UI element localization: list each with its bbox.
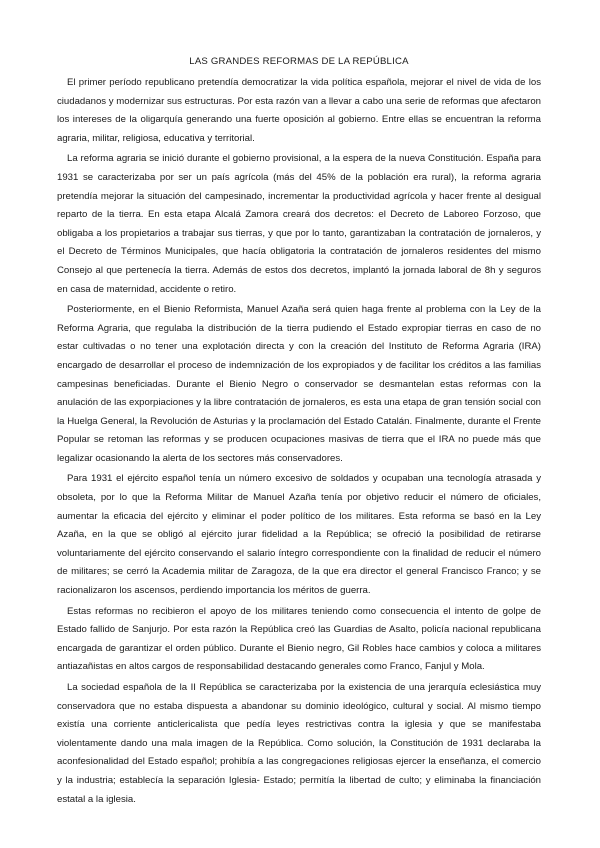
paragraph-agrarian-reform: La reforma agraria se inició durante el gobierno provisional, a la espera de la nueva Constitución. España para 1931 se caracterizaba por ser un país agrícola (más del 45% de la población era rural), la reforma agraria pretendía mejorar la situación del campesinado, incrementar la productividad agrícola y hacer frente al desigual reparto de la tierra. En esta etapa Alcalá Zamora creará dos decretos: el Decreto de Laboreo Forzoso, que obligaba a los propietarios a trabajar sus tierras, y que por lo tanto, garantizaban la contratación de jornaleros, y el Decreto de Términos Municipales, que hacía obligatoria la contratación de jornaleros residentes del mismo Consejo al que pertenecía la tierra. Además de estos dos decretos, implantó la jornada laboral de 8h y seguros en casa de maternidad, accidente o retiro. [57, 153, 541, 295]
paragraph-religious-reform: La sociedad española de la II República se caracterizaba por la existencia de una jerarquía eclesiástica muy conservadora que no estaba dispuesta a abandonar su dominio ideológico, cultural y social. Al mismo tiempo existía una corriente anticlericalista que pedía leyes restrictivas contra la iglesia y que se manifestaba violentamente dando una mala imagen de la República. Como solución, la Constitución de 1931 declaraba la aconfesionalidad del Estado español; prohibía a las congregaciones religiosas ejercer la enseñanza, el comercio y la industria; establecía la separación Iglesia- Estado; permitía la libertad de culto; y eliminaba la financiación estatal a la iglesia. [57, 682, 541, 805]
document-page [57, 56, 541, 811]
document-title: LAS GRANDES REFORMAS DE LA REPÚBLICA [189, 56, 409, 67]
paragraph-military-reform: Para 1931 el ejército español tenía un número excesivo de soldados y ocupaban una tecnología atrasada y obsoleta, por lo que la Reforma Militar de Manuel Azaña tenía por objetivo reducir el número de oficiales, aumentar la eficacia del ejército y eliminar el poder político de los militares. Esta reforma se basó en la Ley Azaña, en la que se obligó al ejército jurar fidelidad a la República; se ofreció la posibilidad de retirarse voluntariamente del ejército conservando el salario íntegro correspondiente con la finalidad de reducir el número de militares; se cerró la Academia militar de Zaragoza, de la que era director el general Francisco Franco; y se racionalizaron los ascensos, perdiendo importancia los méritos de guerra. [57, 473, 541, 597]
paragraph-agrarian-reform-law: Posteriormente, en el Bienio Reformista, Manuel Azaña será quien haga frente al problema con la Ley de la Reforma Agraria, que regulaba la distribución de la tierra pudiendo el Estado expropiar tierras en caso de no estar cultivadas o no tener una explotación directa y con la creación del Instituto de Reforma Agraria (IRA) encargado de desarrollar el proceso de indemnización de los expropiados y de facilitar los créditos a las familias campesinas beneficiadas. Durante el Bienio Negro o conservador se desmantelan estas reformas con la anulación de las exporpiaciones y la libre contratación de jornaleros, es esta una etapa de gran tensión social con la Huelga General, la Revolución de Asturias y la proclamación del Estado Catalán. Finalmente, durante el Frente Popular se retoman las reformas y se producen ocupaciones masivas de tierra que el IRA no puede más que legalizar ocasionando la alerta de los sectores más conservadores. [57, 304, 541, 464]
paragraph-military-reaction: Estas reformas no recibieron el apoyo de los militares teniendo como consecuencia el intento de golpe de Estado fallido de Sanjurjo. Por esta razón la República creó las Guardias de Asalto, policía nacional republicana encargada de garantizar el orden público. Durante el Bienio negro, Gil Robles hace cambios y coloca a militares antiazañistas en altos cargos de responsabilidad destacando generales como Franco, Fanjul y Mola. [57, 605, 541, 673]
paragraph-introduction: El primer período republicano pretendía democratizar la vida política española, mejorar el nivel de vida de los ciudadanos y modernizar sus estructuras. Por esta razón van a llevar a cabo una serie de reformas que afectaron los intereses de la oligarquía generando una fuerte oposición al gobierno. Entre ellas se encuentran la reforma agraria, militar, religiosa, educativa y territorial. [57, 77, 541, 144]
